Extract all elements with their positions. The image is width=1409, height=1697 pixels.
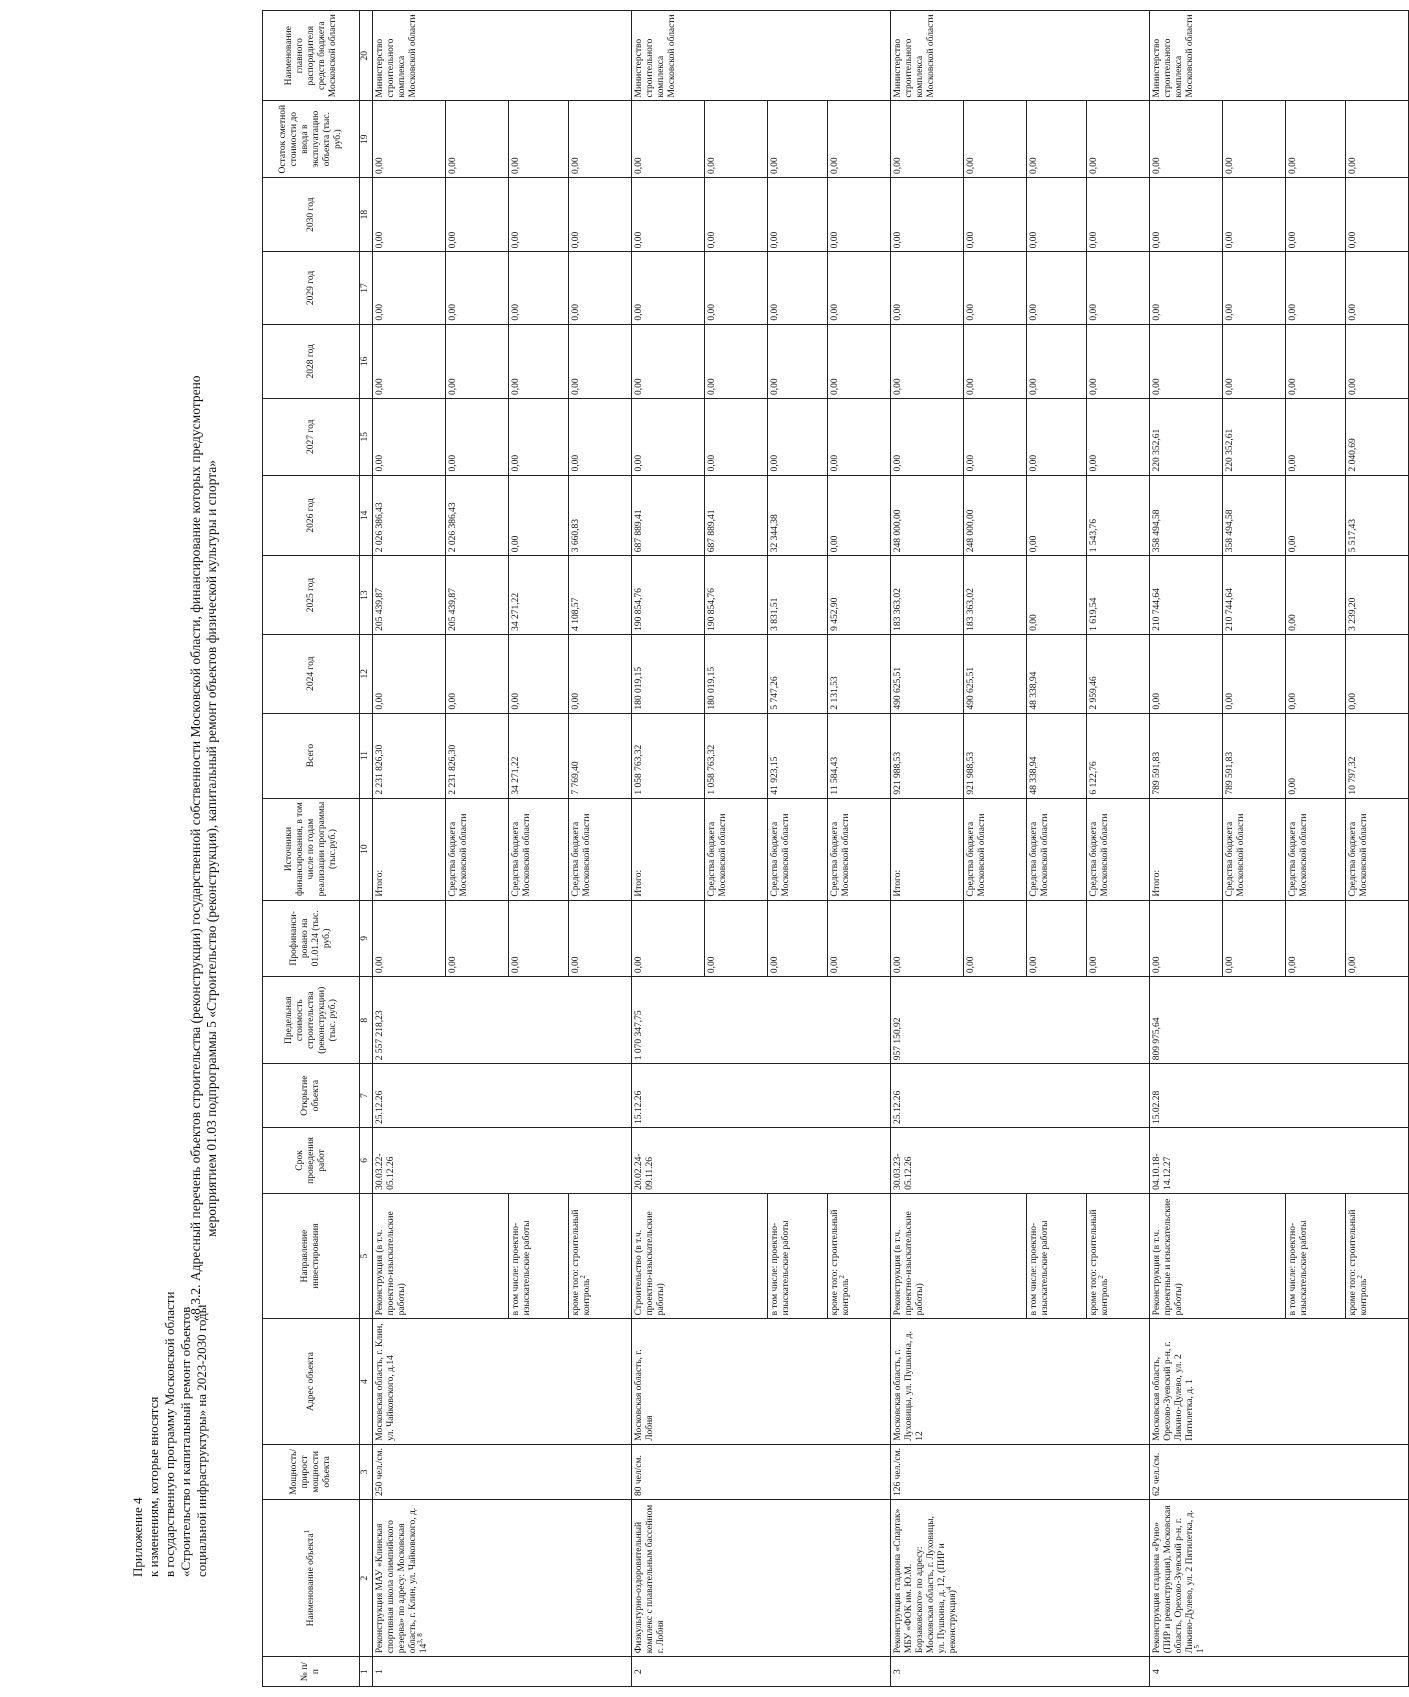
funding-source: Средства бюджета Московской области xyxy=(768,798,828,900)
amount-cell: 0,00 xyxy=(1027,324,1087,398)
footnote-mark: 2 xyxy=(578,1275,587,1279)
object-name: Реконструкция стадиона «Спартак» МБУ «ФОК им. Ю.М. Борзаковского» по адресу: Московская область, г. Луховицы, ул. Пушкина, д. 12, (ПИР и реконструкция) xyxy=(893,1508,958,1654)
amount-cell: 0,00 xyxy=(705,252,768,324)
amount-cell: 0,00 xyxy=(1346,634,1409,713)
amount-cell: 5 517,43 xyxy=(1346,475,1409,556)
amount-cell: 0,00 xyxy=(373,634,446,713)
amount-cell: 0,00 xyxy=(373,177,446,251)
header-cell: 2029 год xyxy=(263,252,360,324)
amount-cell: 48 338,94 xyxy=(1027,713,1087,798)
column-number: 8 xyxy=(360,977,373,1064)
limit-cost: 957 150,92 xyxy=(891,977,1150,1064)
column-number: 16 xyxy=(360,324,373,398)
footnote-mark: 5 xyxy=(1192,1645,1201,1649)
amount-cell: 0,00 xyxy=(828,252,891,324)
column-number: 18 xyxy=(360,177,373,251)
amount-cell: 4 108,57 xyxy=(569,556,632,635)
amount-cell: 0,00 xyxy=(1286,475,1346,556)
object-name-cell xyxy=(632,1499,891,1656)
financed-amount: 0,00 xyxy=(891,900,964,977)
amount-cell: 0,00 xyxy=(1150,324,1223,398)
amount-cell: 0,00 xyxy=(828,324,891,398)
amount-cell: 0,00 xyxy=(509,177,569,251)
financed-amount: 0,00 xyxy=(446,900,509,977)
financed-amount: 0,00 xyxy=(1027,900,1087,977)
header-cell: Всего xyxy=(263,713,360,798)
investment-direction-cell xyxy=(1087,1193,1150,1318)
budget-manager: Министерство строительного комплекса Московской области xyxy=(1150,11,1409,101)
row-number: 3 xyxy=(891,1657,1150,1687)
amount-cell: 687 889,41 xyxy=(632,475,705,556)
funding-source: Средства бюджета Московской области xyxy=(446,798,509,900)
financed-amount: 0,00 xyxy=(569,900,632,977)
amount-cell: 0,00 xyxy=(828,177,891,251)
header-cell: Мощность/ прирост мощности объекта xyxy=(263,1444,360,1499)
object-address: Московская область, г. Луховицы, ул. Пушкина, д. 12 xyxy=(891,1319,1150,1444)
budget-manager: Министерство строительного комплекса Московской области xyxy=(891,11,1150,101)
financed-amount: 0,00 xyxy=(1223,900,1286,977)
investment-direction: кроме того: строительный контроль xyxy=(1348,1209,1369,1316)
amount-cell: 789 591,83 xyxy=(1223,713,1286,798)
amount-cell: 183 363,02 xyxy=(891,556,964,635)
limit-cost: 1 070 347,75 xyxy=(632,977,891,1064)
row-number: 1 xyxy=(373,1657,632,1687)
amount-cell: 210 744,64 xyxy=(1150,556,1223,635)
object-name: Реконструкция МАУ «Клинская спортивная школа олимпийского резерва» по адресу: Московская область, г. Клин, ул. Чайковского, д. 14 xyxy=(375,1507,429,1654)
amount-cell: 0,00 xyxy=(1286,252,1346,324)
amount-cell: 0,00 xyxy=(446,399,509,476)
amount-cell: 0,00 xyxy=(964,177,1027,251)
amount-cell: 0,00 xyxy=(891,101,964,178)
amount-cell: 180 019,15 xyxy=(705,634,768,713)
amount-cell: 0,00 xyxy=(768,101,828,178)
amount-cell: 0,00 xyxy=(1223,252,1286,324)
header-cell: Профинанси-ровано на 01.01.24 (тыс. руб.) xyxy=(263,900,360,977)
amount-cell: 0,00 xyxy=(1027,252,1087,324)
header-cell: 2030 год xyxy=(263,177,360,251)
heading-line: «8.3.2. Адресный перечень объектов строительства (реконструкции) государственной собственности Московской области, финансирование которых предусмотрено xyxy=(188,375,203,1322)
amount-cell: 2 131,53 xyxy=(828,634,891,713)
column-number: 3 xyxy=(360,1444,373,1499)
amount-cell: 0,00 xyxy=(768,324,828,398)
column-number: 20 xyxy=(360,11,373,101)
header-cell: 2025 год xyxy=(263,556,360,635)
amount-cell: 0,00 xyxy=(632,399,705,476)
amount-cell: 0,00 xyxy=(569,324,632,398)
funding-source: Средства бюджета Московской области xyxy=(1223,798,1286,900)
amount-cell: 220 352,61 xyxy=(1150,399,1223,476)
amount-cell: 0,00 xyxy=(1346,252,1409,324)
investment-direction: в том числе: проектно-изыскательские работы xyxy=(768,1193,828,1318)
amount-cell: 34 271,22 xyxy=(509,556,569,635)
financed-amount: 0,00 xyxy=(1150,900,1223,977)
column-number: 14 xyxy=(360,475,373,556)
amount-cell: 0,00 xyxy=(1286,634,1346,713)
amount-cell: 687 889,41 xyxy=(705,475,768,556)
investment-direction: в том числе: проектно-изыскательские работы xyxy=(1027,1193,1087,1318)
amount-cell: 358 494,58 xyxy=(1223,475,1286,556)
amount-cell: 0,00 xyxy=(632,177,705,251)
amount-cell: 2 026 386,43 xyxy=(373,475,446,556)
column-number-row xyxy=(360,11,373,1687)
work-period: 30.03.22-05.12.26 xyxy=(373,1128,632,1194)
header-cell: Источники финансирования, в том числе по годам реализации программы (тыс.руб.) xyxy=(263,798,360,900)
table-row xyxy=(1150,11,1223,1687)
footnote-mark: 2 xyxy=(1096,1275,1105,1279)
table-header-row xyxy=(263,11,360,1687)
amount-cell: 205 439,87 xyxy=(446,556,509,635)
object-capacity: 62 чел./см. xyxy=(1150,1444,1409,1499)
header-cell: Наименование главного распорядителя средств бюджета Московской области xyxy=(263,11,360,101)
budget-manager: Министерство строительного комплекса Московской области xyxy=(373,11,632,101)
amount-cell: 0,00 xyxy=(768,399,828,476)
amount-cell: 0,00 xyxy=(1087,324,1150,398)
amount-cell: 0,00 xyxy=(828,475,891,556)
header-cell: Срок проведения работ xyxy=(263,1128,360,1194)
column-number: 13 xyxy=(360,556,373,635)
amount-cell: 0,00 xyxy=(1223,177,1286,251)
investment-direction: Строительство (в т.ч. проектно-изыскательские работы) xyxy=(632,1193,768,1318)
amount-cell: 490 625,51 xyxy=(891,634,964,713)
amount-cell: 0,00 xyxy=(509,324,569,398)
financed-amount: 0,00 xyxy=(1286,900,1346,977)
amount-cell: 2 231 826,30 xyxy=(373,713,446,798)
amount-cell: 0,00 xyxy=(569,177,632,251)
financed-amount: 0,00 xyxy=(1346,900,1409,977)
amount-cell: 0,00 xyxy=(1346,177,1409,251)
amount-cell: 0,00 xyxy=(1027,177,1087,251)
header-cell: 2027 год xyxy=(263,399,360,476)
amount-cell: 0,00 xyxy=(373,252,446,324)
funding-source: Итого: xyxy=(891,798,964,900)
amount-cell: 41 923,15 xyxy=(768,713,828,798)
object-address: Московская область, г. Клин, ул. Чайковского, д.14 xyxy=(373,1319,632,1444)
funding-source: Средства бюджета Московской области xyxy=(1286,798,1346,900)
funding-source: Средства бюджета Московской области xyxy=(705,798,768,900)
investment-direction: кроме того: строительный контроль xyxy=(571,1209,592,1316)
amount-cell: 0,00 xyxy=(373,399,446,476)
amount-cell: 0,00 xyxy=(1027,399,1087,476)
heading-line: мероприятием 01.03 подпрограммы 5 «Строительство (реконструкция), капитальный ремонт объектов физической культуры и спорта» xyxy=(204,459,219,1238)
object-name: Реконструкция стадиона «Руно» (ПИР и реконструкция), Московская область, Орехово-Зуевский р-н, г. Ликино-Дулево, ул. 2 Пятилетка, д. 1 xyxy=(1152,1505,1206,1654)
amount-cell: 0,00 xyxy=(705,101,768,178)
amount-cell: 0,00 xyxy=(509,101,569,178)
financed-amount: 0,00 xyxy=(768,900,828,977)
amount-cell: 0,00 xyxy=(1223,634,1286,713)
amount-cell: 180 019,15 xyxy=(632,634,705,713)
object-address: Московская область, г. Лобня xyxy=(632,1319,891,1444)
amount-cell: 248 000,00 xyxy=(891,475,964,556)
object-capacity: 126 чел./см. xyxy=(891,1444,1150,1499)
amount-cell: 0,00 xyxy=(1027,101,1087,178)
amount-cell: 0,00 xyxy=(964,101,1027,178)
amount-cell: 48 338,94 xyxy=(1027,634,1087,713)
object-name: Физкультурно-оздоровительный комплекс с плавательным бассейном г. Лобня xyxy=(634,1504,666,1654)
header-cell: Остаток сметной стоимости до ввода в эксплуатацию объекта (тыс. руб.) xyxy=(263,101,360,178)
amount-cell: 0,00 xyxy=(1286,177,1346,251)
amount-cell: 0,00 xyxy=(373,101,446,178)
appendix-title: Приложение 4 xyxy=(130,1497,145,1577)
amount-cell: 0,00 xyxy=(828,101,891,178)
appendix-line: «Строительство и капитальный ремонт объектов xyxy=(178,1306,193,1577)
amount-cell: 0,00 xyxy=(891,177,964,251)
amount-cell: 0,00 xyxy=(964,399,1027,476)
column-number: 1 xyxy=(360,1657,373,1687)
header-cell: Направление инвестирования xyxy=(263,1193,360,1318)
opening-date: 15.02.28 xyxy=(1150,1064,1409,1128)
amount-cell: 0,00 xyxy=(1027,556,1087,635)
table-row xyxy=(891,11,964,1687)
appendix-line: к изменениям, которые вносятся xyxy=(146,1396,161,1577)
amount-cell: 0,00 xyxy=(632,324,705,398)
amount-cell: 0,00 xyxy=(1223,324,1286,398)
amount-cell: 0,00 xyxy=(1223,101,1286,178)
column-number: 6 xyxy=(360,1128,373,1194)
funding-source: Средства бюджета Московской области xyxy=(1027,798,1087,900)
amount-cell: 3 660,83 xyxy=(569,475,632,556)
funding-source: Итого: xyxy=(1150,798,1223,900)
header-cell: Адрес объекта xyxy=(263,1319,360,1444)
amount-cell: 1 619,54 xyxy=(1087,556,1150,635)
amount-cell: 10 797,32 xyxy=(1346,713,1409,798)
amount-cell: 2 040,69 xyxy=(1346,399,1409,476)
footnote-mark: 2 xyxy=(1355,1275,1364,1279)
amount-cell: 0,00 xyxy=(632,101,705,178)
amount-cell: 0,00 xyxy=(1087,101,1150,178)
appendix-line: социальной инфраструктуры» на 2023-2030 годы xyxy=(194,1304,209,1577)
column-number: 7 xyxy=(360,1064,373,1128)
amount-cell: 0,00 xyxy=(705,177,768,251)
column-number: 12 xyxy=(360,634,373,713)
amount-cell: 0,00 xyxy=(446,252,509,324)
financed-amount: 0,00 xyxy=(509,900,569,977)
column-number: 4 xyxy=(360,1319,373,1444)
work-period: 30.03.23-05.12.26 xyxy=(891,1128,1150,1194)
footnote-mark: 3, 8 xyxy=(415,1633,424,1644)
investment-direction-cell xyxy=(569,1193,632,1318)
financed-amount: 0,00 xyxy=(1087,900,1150,977)
investment-direction: в том числе: проектно-изыскательские работы xyxy=(1286,1193,1346,1318)
header-cell: 2028 год xyxy=(263,324,360,398)
work-period: 04.10.18-14.12.27 xyxy=(1150,1128,1409,1194)
investment-direction: кроме того: строительный контроль xyxy=(830,1209,851,1316)
financed-amount: 0,00 xyxy=(705,900,768,977)
amount-cell: 0,00 xyxy=(1087,252,1150,324)
amount-cell: 0,00 xyxy=(705,324,768,398)
object-name-cell xyxy=(373,1499,632,1656)
amount-cell: 789 591,83 xyxy=(1150,713,1223,798)
amount-cell: 0,00 xyxy=(828,399,891,476)
amount-cell: 3 831,51 xyxy=(768,556,828,635)
amount-cell: 11 584,43 xyxy=(828,713,891,798)
budget-manager: Министерство строительного комплекса Московской области xyxy=(632,11,891,101)
object-address: Московская область, Орехово-Зуевский р-н, г. Ликино-Дулево, ул. 2 Пятилетка, д. 1 xyxy=(1150,1319,1409,1444)
investment-direction: кроме того: строительный контроль xyxy=(1089,1209,1110,1316)
table-row xyxy=(373,11,446,1687)
amount-cell: 3 239,20 xyxy=(1346,556,1409,635)
amount-cell: 1 543,76 xyxy=(1087,475,1150,556)
amount-cell: 0,00 xyxy=(768,252,828,324)
amount-cell: 0,00 xyxy=(1150,101,1223,178)
investment-direction: Реконструкция (в т.ч. проектно-изыскательские работы) xyxy=(373,1193,509,1318)
amount-cell: 0,00 xyxy=(1346,101,1409,178)
funding-source: Средства бюджета Московской области xyxy=(1346,798,1409,900)
amount-cell: 0,00 xyxy=(446,634,509,713)
amount-cell: 0,00 xyxy=(509,399,569,476)
funding-source: Средства бюджета Московской области xyxy=(828,798,891,900)
amount-cell: 0,00 xyxy=(891,252,964,324)
amount-cell: 2 231 826,30 xyxy=(446,713,509,798)
object-name-cell xyxy=(891,1499,1150,1656)
amount-cell: 0,00 xyxy=(1286,101,1346,178)
amount-cell: 220 352,61 xyxy=(1223,399,1286,476)
amount-cell: 0,00 xyxy=(891,399,964,476)
column-number: 19 xyxy=(360,101,373,178)
funding-source: Средства бюджета Московской области xyxy=(569,798,632,900)
amount-cell: 248 000,00 xyxy=(964,475,1027,556)
amount-cell: 0,00 xyxy=(1087,177,1150,251)
funding-source: Средства бюджета Московской области xyxy=(1087,798,1150,900)
object-capacity: 250 чел./см. xyxy=(373,1444,632,1499)
opening-date: 25.12.26 xyxy=(891,1064,1150,1128)
amount-cell: 0,00 xyxy=(1150,634,1223,713)
amount-cell: 0,00 xyxy=(1150,252,1223,324)
amount-cell: 0,00 xyxy=(1286,324,1346,398)
amount-cell: 6 122,76 xyxy=(1087,713,1150,798)
funding-source: Итого: xyxy=(632,798,705,900)
appendix-line: в государственную программу Московской области xyxy=(162,1291,177,1577)
table-row xyxy=(632,11,705,1687)
amount-cell: 0,00 xyxy=(569,252,632,324)
section-heading xyxy=(188,0,220,1697)
amount-cell: 0,00 xyxy=(509,634,569,713)
amount-cell: 0,00 xyxy=(891,324,964,398)
header-cell: № п/п xyxy=(263,1657,360,1687)
header-cell-text: Наименование объекта xyxy=(305,1533,316,1627)
address-list-table xyxy=(262,10,1409,1687)
column-number: 10 xyxy=(360,798,373,900)
amount-cell: 0,00 xyxy=(1346,324,1409,398)
opening-date: 25.12.26 xyxy=(373,1064,632,1128)
financed-amount: 0,00 xyxy=(964,900,1027,977)
amount-cell: 0,00 xyxy=(1027,475,1087,556)
footnote-mark: 4 xyxy=(944,1586,953,1591)
limit-cost: 2 557 218,23 xyxy=(373,977,632,1064)
amount-cell: 0,00 xyxy=(569,399,632,476)
amount-cell: 210 744,64 xyxy=(1223,556,1286,635)
object-name-cell xyxy=(1150,1499,1409,1656)
amount-cell: 0,00 xyxy=(705,399,768,476)
amount-cell: 0,00 xyxy=(509,475,569,556)
amount-cell: 5 747,26 xyxy=(768,634,828,713)
object-capacity: 80 чел/см. xyxy=(632,1444,891,1499)
footnote-mark: 2 xyxy=(837,1275,846,1279)
amount-cell: 0,00 xyxy=(1286,556,1346,635)
column-number: 5 xyxy=(360,1193,373,1318)
investment-direction: Реконструкция (в т.ч. проектно-изыскательские работы) xyxy=(891,1193,1027,1318)
financed-amount: 0,00 xyxy=(828,900,891,977)
header-cell: 2024 год xyxy=(263,634,360,713)
amount-cell: 0,00 xyxy=(1286,713,1346,798)
amount-cell: 0,00 xyxy=(569,101,632,178)
amount-cell: 1 058 763,32 xyxy=(632,713,705,798)
limit-cost: 809 975,64 xyxy=(1150,977,1409,1064)
amount-cell: 1 058 763,32 xyxy=(705,713,768,798)
amount-cell: 2 959,46 xyxy=(1087,634,1150,713)
amount-cell: 190 854,76 xyxy=(632,556,705,635)
amount-cell: 9 452,90 xyxy=(828,556,891,635)
amount-cell: 921 988,53 xyxy=(891,713,964,798)
amount-cell: 0,00 xyxy=(509,252,569,324)
row-number: 4 xyxy=(1150,1657,1409,1687)
investment-direction: Реконструкция (в т.ч. проектные и изыскательские работы) xyxy=(1150,1193,1286,1318)
investment-direction: в том числе: проектно-изыскательские работы xyxy=(509,1193,569,1318)
funding-source: Средства бюджета Московской области xyxy=(509,798,569,900)
amount-cell: 0,00 xyxy=(569,634,632,713)
header-cell: Открытие объекта xyxy=(263,1064,360,1128)
footnote-mark: 1 xyxy=(302,1529,311,1534)
amount-cell: 190 854,76 xyxy=(705,556,768,635)
column-number: 17 xyxy=(360,252,373,324)
amount-cell: 0,00 xyxy=(632,252,705,324)
amount-cell: 0,00 xyxy=(1286,399,1346,476)
work-period: 20.02.24-09.11.26 xyxy=(632,1128,891,1194)
row-number: 2 xyxy=(632,1657,891,1687)
amount-cell: 0,00 xyxy=(446,101,509,178)
opening-date: 15.12.26 xyxy=(632,1064,891,1128)
amount-cell: 0,00 xyxy=(446,324,509,398)
amount-cell: 34 271,22 xyxy=(509,713,569,798)
column-number: 15 xyxy=(360,399,373,476)
amount-cell: 0,00 xyxy=(768,177,828,251)
investment-direction-cell xyxy=(828,1193,891,1318)
amount-cell: 0,00 xyxy=(1150,177,1223,251)
header-cell xyxy=(263,1499,360,1656)
amount-cell: 358 494,58 xyxy=(1150,475,1223,556)
column-number: 2 xyxy=(360,1499,373,1656)
amount-cell: 0,00 xyxy=(964,252,1027,324)
funding-source: Средства бюджета Московской области xyxy=(964,798,1027,900)
column-number: 9 xyxy=(360,900,373,977)
header-cell: Предельная стоимость строительства (реконструкции) (тыс. руб.) xyxy=(263,977,360,1064)
column-number: 11 xyxy=(360,713,373,798)
header-cell: 2026 год xyxy=(263,475,360,556)
funding-source: Итого: xyxy=(373,798,446,900)
amount-cell: 0,00 xyxy=(1087,399,1150,476)
financed-amount: 0,00 xyxy=(373,900,446,977)
amount-cell: 183 363,02 xyxy=(964,556,1027,635)
amount-cell: 0,00 xyxy=(964,324,1027,398)
financed-amount: 0,00 xyxy=(632,900,705,977)
amount-cell: 2 026 386,43 xyxy=(446,475,509,556)
amount-cell: 921 988,53 xyxy=(964,713,1027,798)
investment-direction-cell xyxy=(1346,1193,1409,1318)
amount-cell: 205 439,87 xyxy=(373,556,446,635)
amount-cell: 7 769,40 xyxy=(569,713,632,798)
amount-cell: 490 625,51 xyxy=(964,634,1027,713)
amount-cell: 0,00 xyxy=(446,177,509,251)
amount-cell: 0,00 xyxy=(373,324,446,398)
amount-cell: 32 344,38 xyxy=(768,475,828,556)
